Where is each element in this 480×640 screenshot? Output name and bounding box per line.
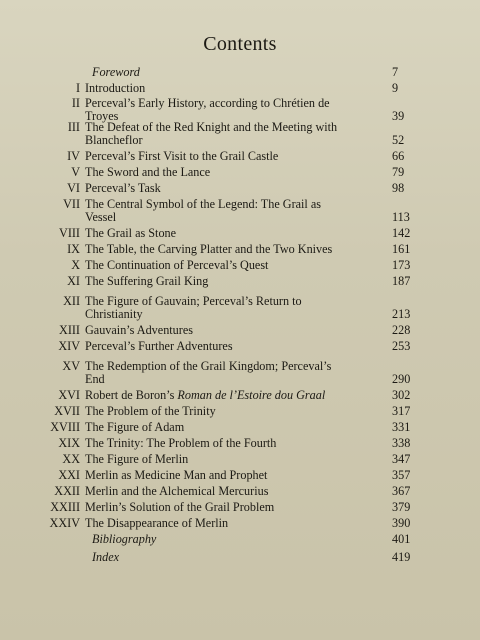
chapter-title-continued: End bbox=[85, 372, 105, 386]
chapter-number: XV bbox=[62, 359, 80, 373]
page-number: 357 bbox=[392, 468, 411, 482]
chapter-title-continued: Vessel bbox=[85, 210, 117, 224]
page-number: 419 bbox=[392, 550, 411, 564]
chapter-number: VI bbox=[67, 181, 80, 195]
chapter-title: Perceval’s Early History, according to Chrétien de bbox=[85, 96, 330, 110]
chapter-number: XXIV bbox=[49, 516, 80, 530]
chapter-number: IX bbox=[67, 242, 80, 256]
chapter-title: Gauvain’s Adventures bbox=[85, 323, 193, 337]
page-number: 7 bbox=[392, 65, 399, 79]
chapter-number: XII bbox=[63, 294, 80, 308]
chapter-number: VII bbox=[63, 197, 80, 211]
chapter-number: XI bbox=[67, 274, 80, 288]
chapter-title: Merlin as Medicine Man and Prophet bbox=[85, 468, 268, 482]
page-number: 331 bbox=[392, 420, 411, 434]
chapter-number: X bbox=[71, 258, 80, 272]
chapter-title-continued: Christianity bbox=[85, 307, 143, 321]
page-number: 347 bbox=[392, 452, 411, 466]
chapter-title: Foreword bbox=[92, 65, 140, 79]
chapter-title: Merlin and the Alchemical Mercurius bbox=[85, 484, 269, 498]
chapter-number: XIX bbox=[58, 436, 80, 450]
chapter-title: Robert de Boron’s Roman de l’Estoire dou Graal bbox=[85, 388, 326, 402]
chapter-title: Perceval’s Further Adventures bbox=[85, 339, 233, 353]
chapter-number: VIII bbox=[59, 226, 80, 240]
chapter-title: Introduction bbox=[85, 81, 146, 95]
page-number: 290 bbox=[392, 372, 411, 386]
chapter-title: The Figure of Adam bbox=[85, 420, 185, 434]
chapter-number: II bbox=[71, 96, 80, 110]
chapter-title: Index bbox=[92, 550, 120, 564]
page-number: 338 bbox=[392, 436, 411, 450]
chapter-title: The Problem of the Trinity bbox=[85, 404, 216, 418]
chapter-number: XIV bbox=[58, 339, 80, 353]
chapter-title-continued: Troyes bbox=[85, 109, 119, 123]
page-number: 367 bbox=[392, 484, 411, 498]
chapter-number: XVI bbox=[58, 388, 80, 402]
chapter-title: The Disappearance of Merlin bbox=[85, 516, 229, 530]
page-number: 379 bbox=[392, 500, 411, 514]
chapter-number: XVIII bbox=[50, 420, 80, 434]
page-number: 113 bbox=[392, 210, 410, 224]
chapter-title: The Trinity: The Problem of the Fourth bbox=[85, 436, 277, 450]
chapter-title: The Redemption of the Grail Kingdom; Perceval’s bbox=[85, 359, 332, 373]
page-number: 317 bbox=[392, 404, 411, 418]
page-title: Contents bbox=[203, 33, 277, 55]
page-number: 9 bbox=[392, 81, 399, 95]
page-number: 39 bbox=[392, 109, 405, 123]
page-number: 302 bbox=[392, 388, 411, 402]
chapter-title: The Defeat of the Red Knight and the Meeting with bbox=[85, 120, 338, 134]
chapter-title: The Continuation of Perceval’s Quest bbox=[85, 258, 269, 272]
chapter-number: XIII bbox=[59, 323, 80, 337]
chapter-title: Perceval’s First Visit to the Grail Castle bbox=[85, 149, 279, 163]
page-number: 79 bbox=[392, 165, 405, 179]
chapter-title: Bibliography bbox=[92, 532, 157, 546]
page-number: 187 bbox=[392, 274, 411, 288]
chapter-title: The Sword and the Lance bbox=[85, 165, 211, 179]
chapter-title: Merlin’s Solution of the Grail Problem bbox=[85, 500, 275, 514]
page-number: 161 bbox=[392, 242, 411, 256]
page-number: 213 bbox=[392, 307, 411, 321]
page-number: 253 bbox=[392, 339, 411, 353]
chapter-title: Perceval’s Task bbox=[85, 181, 161, 195]
page-number: 52 bbox=[392, 133, 405, 147]
chapter-title: The Central Symbol of the Legend: The Grail as bbox=[85, 197, 322, 211]
chapter-title: The Grail as Stone bbox=[85, 226, 177, 240]
chapter-number: I bbox=[75, 81, 80, 95]
page-number: 98 bbox=[392, 181, 405, 195]
page-number: 66 bbox=[392, 149, 405, 163]
page-number: 390 bbox=[392, 516, 411, 530]
chapter-number: XXI bbox=[58, 468, 80, 482]
chapter-title-italic: Roman de l’Estoire dou Graal bbox=[177, 388, 326, 402]
chapter-title-continued: Blancheflor bbox=[85, 133, 143, 147]
chapter-number: XVII bbox=[54, 404, 80, 418]
page-number: 401 bbox=[392, 532, 411, 546]
chapter-title: The Table, the Carving Platter and the Two Knives bbox=[85, 242, 333, 256]
chapter-title: The Suffering Grail King bbox=[85, 274, 209, 288]
chapter-number: XXIII bbox=[50, 500, 80, 514]
chapter-title: The Figure of Gauvain; Perceval’s Return to bbox=[85, 294, 302, 308]
chapter-number: III bbox=[67, 120, 80, 134]
chapter-number: XXII bbox=[54, 484, 80, 498]
chapter-number: XX bbox=[62, 452, 80, 466]
chapter-number: V bbox=[71, 165, 80, 179]
page-number: 142 bbox=[392, 226, 411, 240]
chapter-title: The Figure of Merlin bbox=[85, 452, 189, 466]
chapter-number: IV bbox=[67, 149, 80, 163]
page-number: 228 bbox=[392, 323, 411, 337]
page-number: 173 bbox=[392, 258, 411, 272]
